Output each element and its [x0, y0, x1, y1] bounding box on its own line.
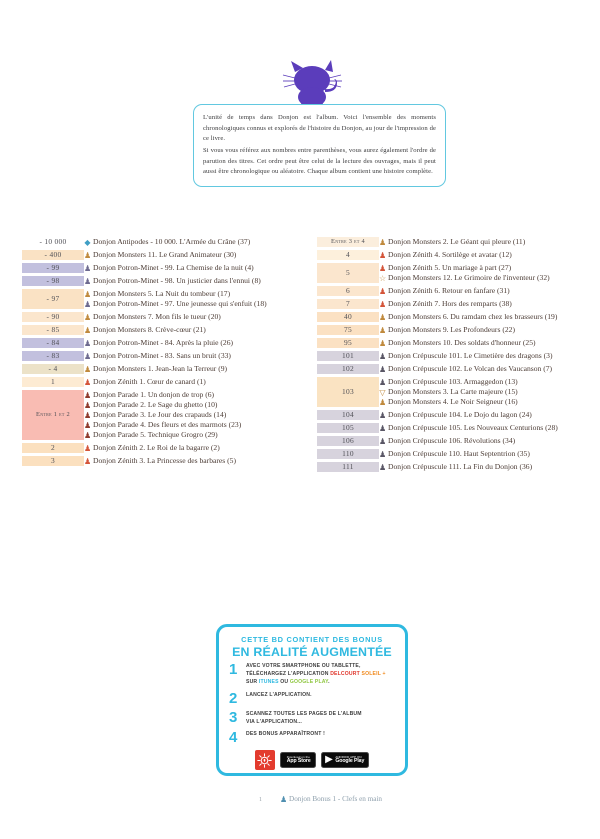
album-title: Donjon Parade 5. Technique Grogro (29)	[93, 430, 218, 439]
badge-label	[335, 756, 364, 764]
year-cell: 95	[317, 338, 379, 348]
album-entry	[84, 299, 305, 309]
figure-icon: ♟	[379, 398, 387, 407]
year-cell: - 84	[22, 338, 84, 348]
table-row	[22, 289, 305, 299]
album-title: Donjon Parade 3. Le Jour des crapauds (14)	[93, 410, 227, 419]
table-row	[317, 325, 600, 335]
year-cell: 106	[317, 436, 379, 446]
figure-icon: ♟	[84, 290, 92, 299]
album-entry	[379, 338, 600, 348]
year-cell: - 83	[22, 351, 84, 361]
album-entry	[379, 364, 600, 374]
figure-icon: ♟	[379, 339, 387, 348]
table-row	[317, 364, 600, 374]
album-entry	[379, 237, 600, 247]
album-entry	[379, 299, 600, 309]
album-title: Donjon Monsters 12. Le Grimoire de l'inventeur (32)	[388, 273, 550, 282]
album-entry	[379, 286, 600, 296]
album-entry	[379, 263, 600, 273]
album-title: Donjon Antipodes - 10 000. L'Armée du Crâne (37)	[93, 237, 251, 246]
figure-icon: ♟	[379, 378, 387, 387]
table-row	[22, 390, 305, 400]
album-entry	[379, 449, 600, 459]
footer-note-label: Donjon Bonus 1 - Clefs en main	[289, 795, 383, 803]
bonus-steps-list	[229, 663, 395, 745]
album-entry	[84, 410, 305, 420]
bonus-step	[229, 708, 395, 727]
figure-icon: ♟	[84, 277, 92, 286]
album-entry	[379, 377, 600, 387]
figure-icon: ♟	[84, 431, 92, 440]
year-cell: 40	[317, 312, 379, 322]
album-title: Donjon Monsters 10. Des soldats d'honneur (25)	[388, 338, 536, 347]
store-badges	[229, 750, 395, 770]
table-row	[22, 276, 305, 286]
year-cell: - 4	[22, 364, 84, 374]
album-title: Donjon Zénith 6. Retour en fanfare (31)	[388, 286, 510, 295]
badge-line-1: ANDROID APP ON	[335, 755, 362, 760]
table-row	[22, 325, 305, 335]
star-icon: ☆	[379, 274, 387, 283]
year-cell: 7	[317, 299, 379, 309]
footer-note	[280, 795, 382, 804]
year-cell: Entre 3 et 4	[317, 237, 379, 247]
figure-icon: ♟	[379, 463, 387, 472]
bonus-headline-main: EN RÉALITÉ AUGMENTÉE	[232, 645, 392, 659]
chronology-tables	[0, 237, 600, 472]
year-cell: 5	[317, 263, 379, 283]
table-row	[22, 338, 305, 348]
year-cell: 6	[317, 286, 379, 296]
bonus-step-number: 3	[229, 708, 238, 726]
year-cell: - 99	[22, 263, 84, 273]
album-entry	[84, 456, 305, 466]
app-store-badge[interactable]	[280, 752, 316, 768]
album-title: Donjon Crépuscule 104. Le Dojo du lagon (24)	[388, 410, 532, 419]
bonus-step	[229, 663, 395, 687]
year-cell: 75	[317, 325, 379, 335]
album-title: Donjon Crépuscule 111. La Fin du Donjon (36)	[388, 462, 533, 471]
album-entry	[379, 250, 600, 260]
bonus-step-text: LANCEZ L'APPLICATION.	[246, 691, 312, 698]
album-title: Donjon Monsters 5. La Nuit du tombeur (17)	[93, 289, 231, 298]
album-title: Donjon Monsters 7. Mon fils le tueur (20)	[93, 312, 221, 321]
bonus-headline-top: CETTE BD CONTIENT DES BONUS	[241, 635, 383, 644]
album-title: Donjon Zénith 2. Le Roi de la bagarre (2)	[93, 443, 220, 452]
album-entry	[379, 436, 600, 446]
album-entry	[84, 263, 305, 273]
table-row	[317, 462, 600, 472]
year-cell: - 10 000	[22, 237, 84, 247]
figure-icon: ♟	[84, 339, 92, 348]
table-row	[22, 456, 305, 466]
album-entry	[84, 364, 305, 374]
table-row	[317, 449, 600, 459]
figure-icon: ♟	[379, 287, 387, 296]
bonus-step-text: AVEC VOTRE SMARTPHONE OU TABLETTE, TÉLÉCHARGEZ L'APPLICATION DELCOURT SOLEIL + SUR ITUNES OU GOOGLE PLAY.	[246, 663, 386, 685]
year-cell: 105	[317, 423, 379, 433]
table-row	[22, 237, 305, 247]
album-title: Donjon Potron-Minet - 97. Une jeunesse qui s'enfuit (18)	[93, 299, 267, 308]
year-cell: 1	[22, 377, 84, 387]
chronology-table-right	[317, 237, 600, 472]
album-title: Donjon Monsters 2. Le Géant qui pleure (11)	[388, 237, 526, 246]
table-row	[22, 364, 305, 374]
album-entry	[84, 420, 305, 430]
album-entry	[84, 338, 305, 348]
figure-icon: ♟	[379, 365, 387, 374]
figure-icon: ♟	[84, 421, 92, 430]
album-title: Donjon Potron-Minet - 84. Après la pluie (26)	[93, 338, 234, 347]
year-cell: 103	[317, 377, 379, 407]
chronology-left-column	[22, 237, 305, 472]
bonus-step-text: SCANNEZ TOUTES LES PAGES DE L'ALBUM VIA L'APPLICATION...	[246, 710, 362, 725]
album-entry	[379, 462, 600, 472]
album-title: Donjon Monsters 4. Le Noir Seigneur (16)	[388, 397, 518, 406]
chronology-right-column	[317, 237, 600, 472]
album-title: Donjon Zénith 1. Cœur de canard (1)	[93, 377, 206, 386]
figure-icon: ♟	[379, 238, 387, 247]
album-entry	[84, 351, 305, 361]
album-entry	[379, 423, 600, 433]
year-cell: 111	[317, 462, 379, 472]
album-title: Donjon Monsters 8. Crève-cœur (21)	[93, 325, 206, 334]
album-entry	[379, 351, 600, 361]
album-title: Donjon Monsters 1. Jean-Jean la Terreur (9)	[93, 364, 228, 373]
play-triangle-icon: ▶	[325, 754, 333, 766]
intro-text-box	[193, 104, 446, 187]
year-cell: - 400	[22, 250, 84, 260]
bonus-step-text: DES BONUS APPARAÎTRONT !	[246, 731, 326, 738]
figure-icon: ♟	[379, 352, 387, 361]
album-title: Donjon Zénith 7. Hors des remparts (38)	[388, 299, 512, 308]
album-title: Donjon Parade 4. Des fleurs et des marmots (23)	[93, 420, 242, 429]
table-row	[317, 286, 600, 296]
album-entry	[84, 377, 305, 387]
year-cell: 101	[317, 351, 379, 361]
figure-icon: ♟	[379, 313, 387, 322]
figure-icon: ♟	[84, 391, 92, 400]
figure-icon: ♟	[84, 411, 92, 420]
figure-icon: ♟	[379, 424, 387, 433]
album-entry	[84, 237, 305, 247]
album-title: Donjon Zénith 5. Un mariage à part (27)	[388, 263, 512, 272]
intro-paragraph-2: Si vous vous référez aux nombres entre parenthèses, vous aurez également l'ordre de parution des titres. Cet ordre peut être celui de la lecture des ouvrages, mais il peut aussi être chronologique ou aléatoire. Chaque album contient une histoire complète.	[203, 147, 436, 176]
album-title: Donjon Crépuscule 101. Le Cimetière des dragons (3)	[388, 351, 553, 360]
table-row	[317, 423, 600, 433]
bonus-step-number: 2	[229, 689, 238, 707]
figure-icon: ♟	[84, 313, 92, 322]
table-row	[22, 263, 305, 273]
table-row	[317, 299, 600, 309]
year-cell: 2	[22, 443, 84, 453]
table-row	[317, 351, 600, 361]
figure-icon: ♟	[84, 457, 92, 466]
table-row	[22, 250, 305, 260]
bonus-step-number: 4	[229, 729, 238, 747]
table-row	[317, 250, 600, 260]
album-entry	[379, 273, 600, 283]
table-row	[317, 436, 600, 446]
year-cell: 104	[317, 410, 379, 420]
album-entry	[379, 410, 600, 420]
figure-icon: ♟	[84, 378, 92, 387]
badge-line-1: Download on the	[286, 755, 310, 760]
table-row	[317, 338, 600, 348]
album-entry	[379, 325, 600, 335]
album-title: Donjon Monsters 6. Du ramdam chez les brasseurs (19)	[388, 312, 558, 321]
table-row	[317, 237, 600, 247]
album-title: Donjon Crépuscule 106. Révolutions (34)	[388, 436, 516, 445]
year-cell: - 90	[22, 312, 84, 322]
figure-icon: ♟	[379, 326, 387, 335]
figure-icon: ♟	[84, 352, 92, 361]
album-entry	[84, 443, 305, 453]
album-title: Donjon Crépuscule 102. Le Volcan des Vaucanson (7)	[388, 364, 553, 373]
figure-icon: ♟	[280, 795, 288, 804]
figure-icon: ♟	[379, 264, 387, 273]
album-title: Donjon Crépuscule 110. Haut Septentrion (35)	[388, 449, 530, 458]
figure-icon: ♟	[84, 264, 92, 273]
bonus-step	[229, 689, 395, 707]
figure-icon: ♟	[84, 365, 92, 374]
table-row	[22, 312, 305, 322]
bonus-step-number: 1	[229, 661, 238, 678]
bonus-step	[229, 731, 395, 745]
album-title: Donjon Zénith 4. Sortilège et avatar (12)	[388, 250, 512, 259]
year-cell: 102	[317, 364, 379, 374]
table-row	[22, 351, 305, 361]
album-entry	[84, 325, 305, 335]
album-entry	[84, 430, 305, 440]
badge-line-2: App Store	[286, 758, 311, 765]
table-row	[317, 263, 600, 273]
album-title: Donjon Potron-Minet - 83. Sans un bruit (33)	[93, 351, 231, 360]
figure-icon: ♟	[84, 401, 92, 410]
album-entry	[84, 390, 305, 400]
album-entry	[379, 397, 600, 407]
album-title: Donjon Parade 2. Le Sage du ghetto (10)	[93, 400, 218, 409]
album-title: Donjon Crépuscule 105. Les Nouveaux Centurions (28)	[388, 423, 558, 432]
figure-icon: ♟	[379, 450, 387, 459]
table-row	[22, 443, 305, 453]
table-row	[317, 312, 600, 322]
album-entry	[84, 312, 305, 322]
album-title: Donjon Potron-Minet - 99. La Chemise de la nuit (4)	[93, 263, 254, 272]
figure-icon: ♟	[379, 437, 387, 446]
album-title: Donjon Monsters 3. La Carte majeure (15)	[388, 387, 518, 396]
album-entry	[379, 387, 600, 397]
year-cell: - 98	[22, 276, 84, 286]
year-cell: 4	[317, 250, 379, 260]
album-entry	[84, 289, 305, 299]
figure-icon: ♟	[379, 251, 387, 260]
diamond-icon: ▽	[379, 388, 386, 397]
chronology-table-left	[22, 237, 305, 466]
figure-icon: ♟	[84, 326, 92, 335]
album-entry	[84, 250, 305, 260]
year-cell: - 85	[22, 325, 84, 335]
album-entry	[84, 400, 305, 410]
google-play-badge[interactable]	[321, 752, 370, 768]
table-row	[22, 377, 305, 387]
album-title: Donjon Monsters 9. Les Profondeurs (22)	[388, 325, 515, 334]
album-title: Donjon Zénith 3. La Princesse des barbares (5)	[93, 456, 236, 465]
fish-icon: ◆	[84, 238, 91, 247]
album-entry	[379, 312, 600, 322]
year-cell: Entre 1 et 2	[22, 390, 84, 440]
table-row	[317, 377, 600, 387]
year-cell: 110	[317, 449, 379, 459]
figure-icon: ♟	[379, 411, 387, 420]
year-cell: - 97	[22, 289, 84, 309]
album-title: Donjon Potron-Minet - 98. Un justicier dans l'ennui (8)	[93, 276, 261, 285]
album-title: Donjon Crépuscule 103. Armaggedon (13)	[388, 377, 518, 386]
page-footer	[0, 795, 600, 804]
table-row	[317, 410, 600, 420]
album-title: Donjon Parade 1. Un donjon de trop (6)	[93, 390, 215, 399]
purple-cat-illustration	[281, 58, 345, 110]
page-number: 1	[259, 796, 262, 803]
figure-icon: ♟	[84, 444, 92, 453]
intro-paragraph-1: L'unité de temps dans Donjon est l'album. Voici l'ensemble des moments chronologiques connus et explorés de l'histoire du Donjon, au jour de l'impression de ce livre.	[203, 114, 437, 143]
augmented-reality-bonus-box	[216, 624, 408, 776]
album-entry	[84, 276, 305, 286]
figure-icon: ♟	[84, 300, 92, 309]
figure-icon: ♟	[84, 251, 92, 260]
figure-icon: ♟	[379, 300, 387, 309]
delcourt-soleil-plus-app-icon[interactable]	[255, 750, 275, 770]
year-cell: 3	[22, 456, 84, 466]
badge-label	[287, 756, 311, 764]
badge-line-2: Google Play	[335, 758, 365, 765]
album-title: Donjon Monsters 11. Le Grand Animateur (30)	[93, 250, 237, 259]
